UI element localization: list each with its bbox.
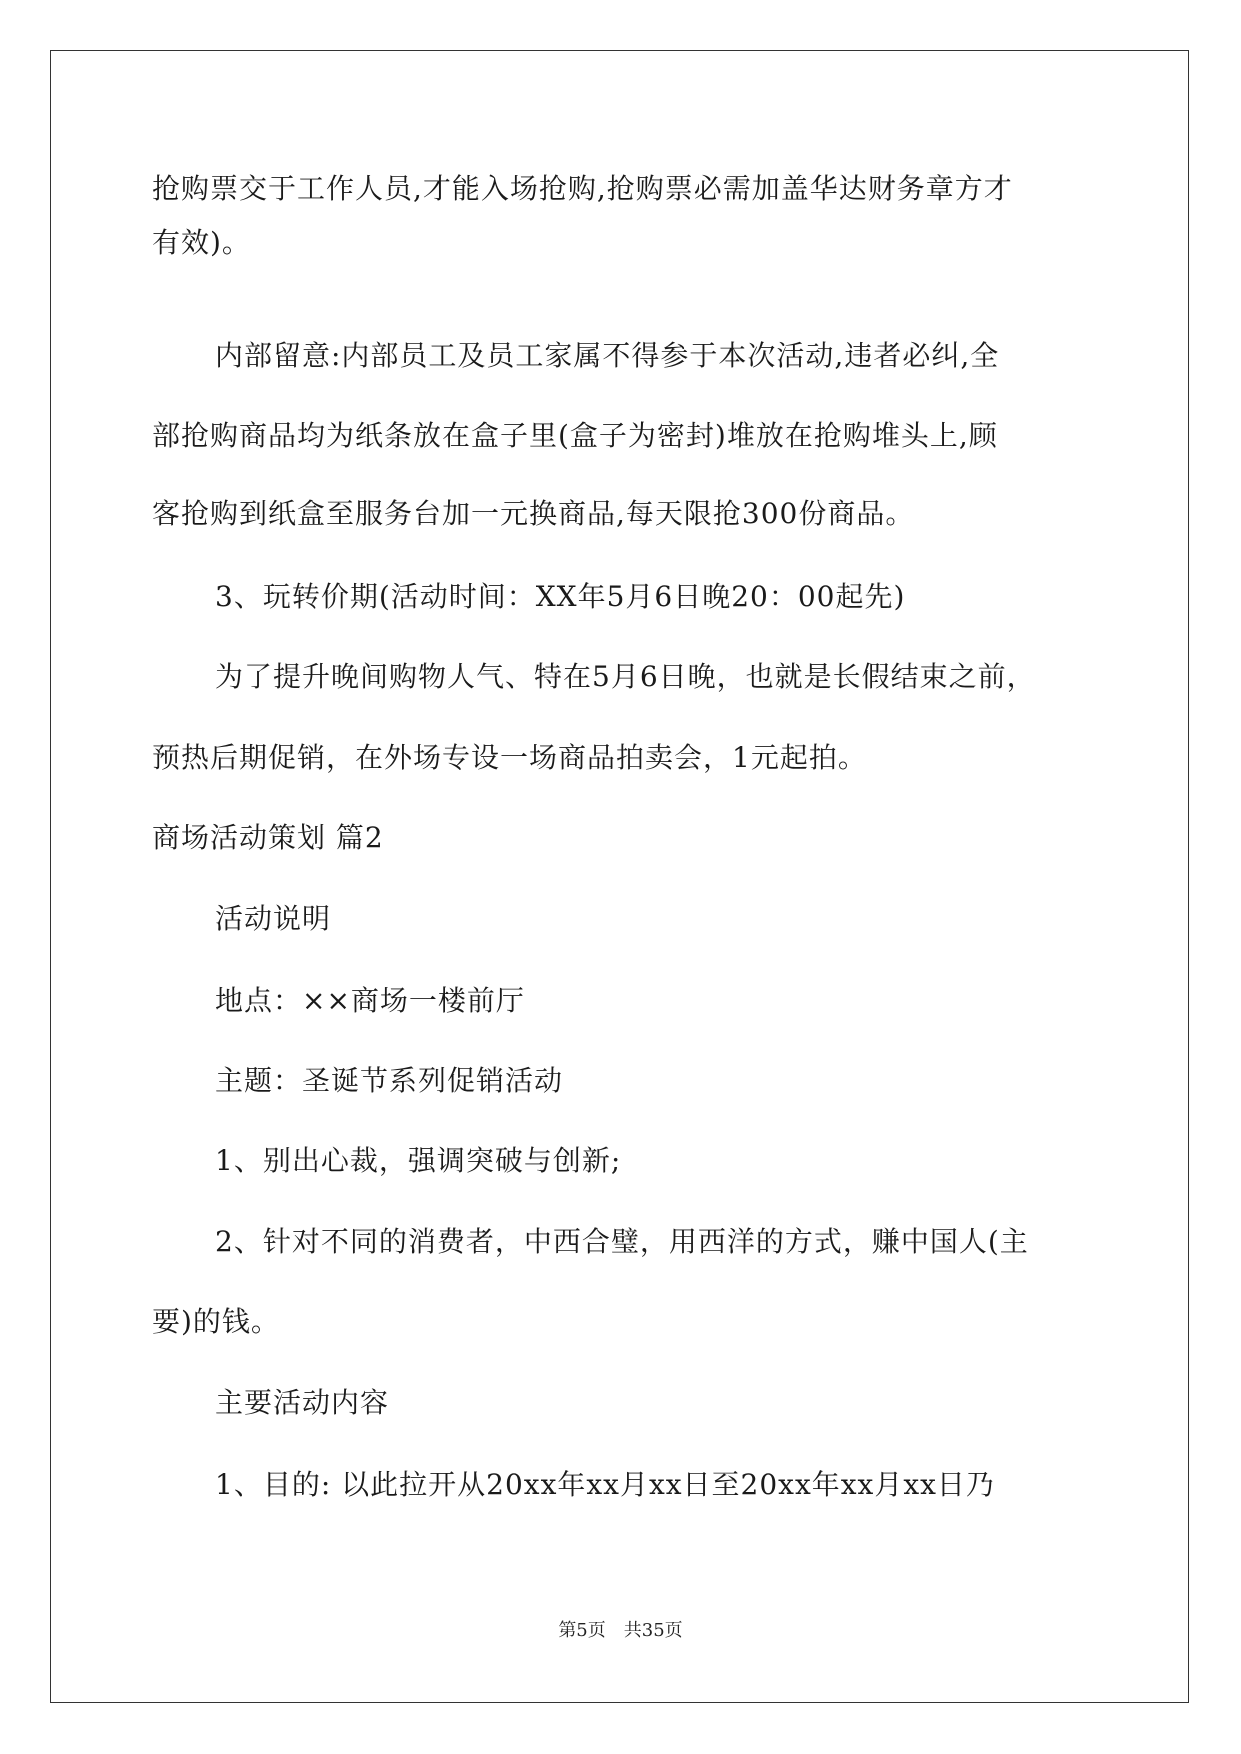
text-line: 预热后期促销，在外场专设一场商品拍卖会，1元起拍。 bbox=[152, 741, 867, 774]
text-line: 为了提升晚间购物人气、特在5月6日晚，也就是长假结束之前， bbox=[215, 660, 1036, 693]
text-line: 抢购票交于工作人员,才能入场抢购,抢购票必需加盖华达财务章方才 bbox=[152, 172, 1013, 205]
text-line: 1、别出心裁，强调突破与创新; bbox=[215, 1144, 622, 1177]
text-line: 2、针对不同的消费者，中西合璧，用西洋的方式，赚中国人(主 bbox=[215, 1225, 1029, 1258]
text-line: 内部留意:内部员工及员工家属不得参于本次活动,违者必纠,全 bbox=[215, 339, 1000, 372]
page-total: 共35页 bbox=[623, 1620, 683, 1641]
page-footer bbox=[0, 1620, 1241, 1642]
text-line: 主题：圣诞节系列促销活动 bbox=[215, 1064, 564, 1097]
page-border bbox=[50, 50, 1189, 1703]
text-line: 主要活动内容 bbox=[215, 1386, 390, 1419]
text-line: 有效)。 bbox=[152, 226, 251, 259]
text-line: 3、玩转价期(活动时间：XX年5月6日晚20：00起先) bbox=[215, 580, 906, 613]
section-heading: 商场活动策划 篇2 bbox=[152, 821, 384, 854]
text-line: 要)的钱。 bbox=[152, 1305, 280, 1338]
page-number: 第5页 bbox=[558, 1620, 606, 1641]
text-line: 客抢购到纸盒至服务台加一元换商品,每天限抢300份商品。 bbox=[152, 497, 915, 530]
text-line: 1、目的: 以此拉开从20xx年xx月xx日至20xx年xx月xx日乃 bbox=[215, 1468, 995, 1501]
text-line: 地点：××商场一楼前厅 bbox=[215, 984, 525, 1017]
text-line: 活动说明 bbox=[215, 902, 332, 935]
text-line: 部抢购商品均为纸条放在盒子里(盒子为密封)堆放在抢购堆头上,顾 bbox=[152, 419, 998, 452]
